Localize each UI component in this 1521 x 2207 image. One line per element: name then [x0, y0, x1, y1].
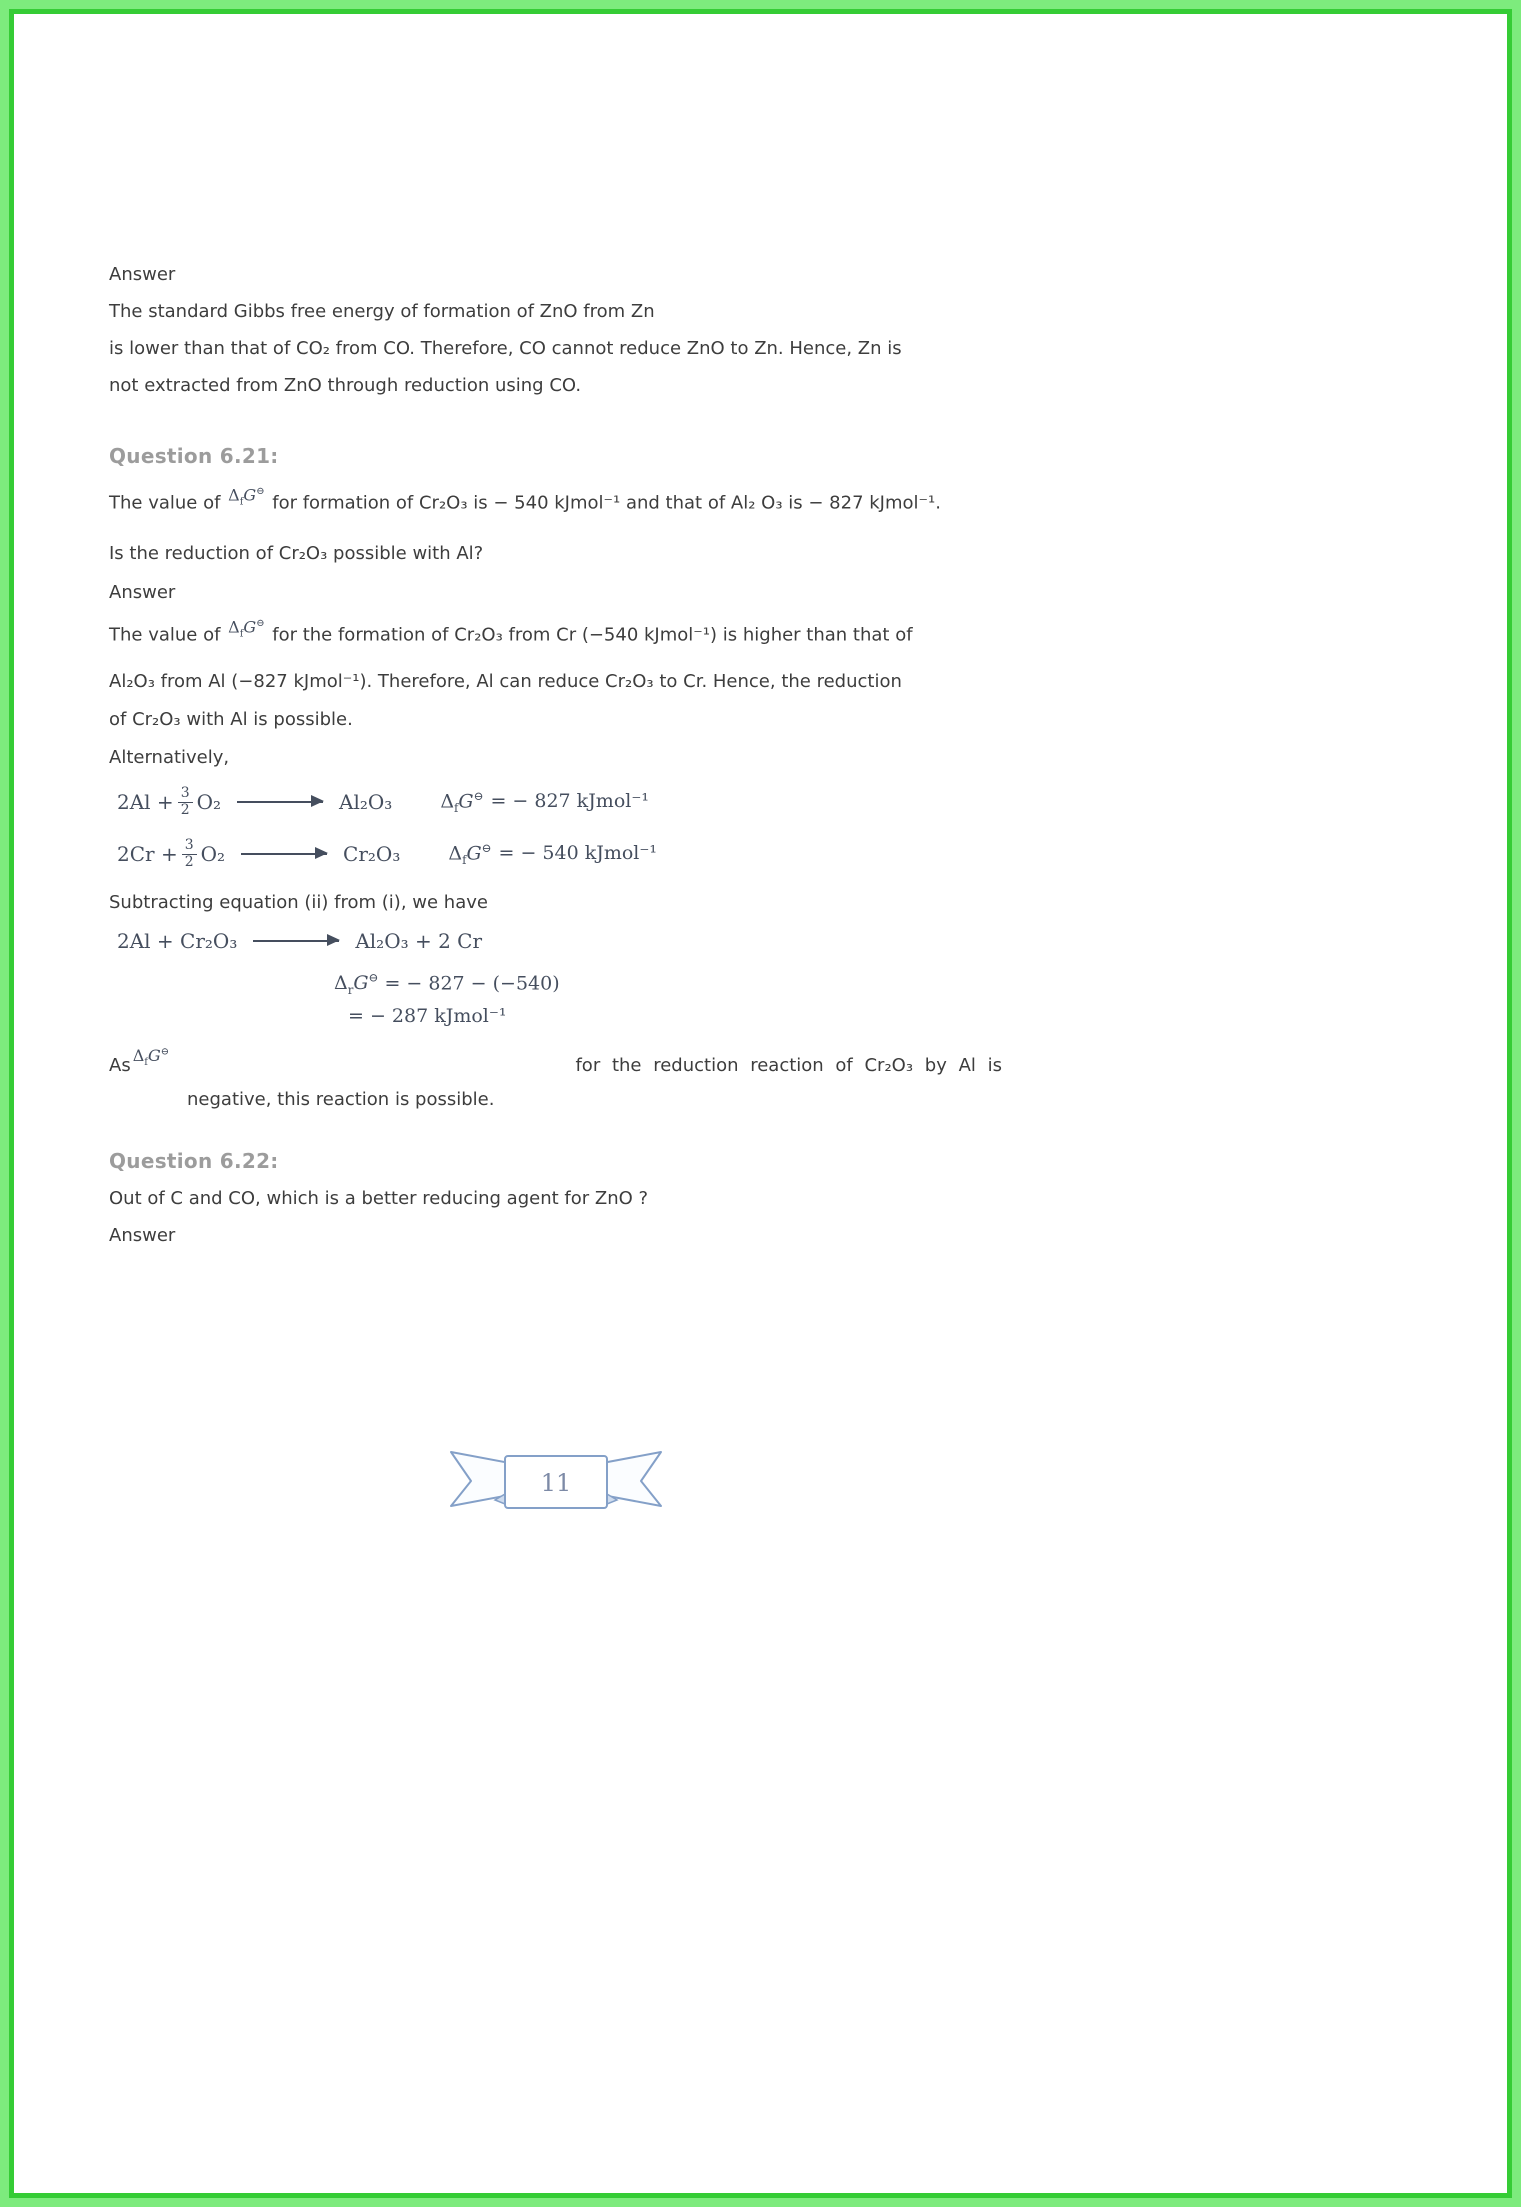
- statement-text: for formation of Cr₂O₃ is − 540 kJmol⁻¹ and that of Al₂ O₃ is − 827 kJmol⁻¹.: [272, 492, 941, 514]
- result-line: [334, 965, 1002, 1003]
- delta-f-g-symbol: $\Delta_fG^⊖$: [448, 840, 492, 868]
- question-statement: [109, 477, 1002, 534]
- alternatively-label: Alternatively,: [109, 747, 230, 769]
- conclusion-as: As: [109, 1054, 131, 1076]
- energy-equation: = − 540 kJmol⁻¹: [498, 842, 658, 865]
- page-number-ribbon: [109, 1440, 1002, 1524]
- equation-combined: [117, 921, 1002, 961]
- paragraph-line: not extracted from ZnO through reduction using CO.: [109, 375, 582, 396]
- delta-f-g-symbol: $\Delta_fG^⊖$: [228, 485, 265, 508]
- answer-label: Answer: [109, 1225, 176, 1247]
- equation-rhs: Al₂O₃: [339, 790, 393, 815]
- page-number: 11: [540, 1469, 571, 1498]
- delta-f-g-symbol: $\Delta_fG^⊖$: [228, 616, 265, 640]
- statement-text: The value of: [109, 492, 221, 514]
- delta-r-g-symbol: $\Delta_rG^⊖$: [334, 971, 379, 998]
- delta-f-g-symbol: $\Delta_fG^⊖$: [132, 1046, 170, 1069]
- answer-label: Answer: [109, 581, 176, 603]
- gibbs-energy-result: [334, 965, 1002, 1029]
- answer-text: The value of: [109, 623, 221, 645]
- result-line: = − 287 kJmol⁻¹: [348, 1005, 507, 1028]
- equation-o2: O₂: [200, 842, 226, 867]
- equation-lhs: 2Al +: [117, 790, 174, 815]
- answer-paragraph-line: of Cr₂O₃ with Al is possible.: [109, 709, 353, 731]
- reaction-arrow-icon: [237, 801, 323, 803]
- question-heading-6-21: Question 6.21:: [109, 444, 279, 468]
- page-content: [14, 14, 1002, 1524]
- equation-ii: [117, 828, 1002, 880]
- reaction-arrow-icon: [253, 940, 339, 942]
- equation-rhs: Cr₂O₃: [343, 842, 401, 867]
- conclusion-line2: negative, this reaction is possible.: [187, 1089, 495, 1111]
- question-text: Out of C and CO, which is a better reducing agent for ZnO ?: [109, 1188, 649, 1210]
- fraction-three-halves: $\frac{3}{2}$: [178, 786, 193, 818]
- question-heading-6-22: Question 6.22:: [109, 1149, 279, 1174]
- equation-lhs: 2Al + Cr₂O₃: [117, 929, 238, 954]
- document-page: [9, 9, 1512, 2198]
- equation-i: [117, 776, 1002, 828]
- result-text: = − 827 − (−540): [384, 972, 560, 995]
- answer-text: for the formation of Cr₂O₃ from Cr (−540 kJmol⁻¹) is higher than that of: [272, 623, 913, 645]
- conclusion-text: for the reduction reaction of Cr₂O₃ by Al is: [575, 1054, 1002, 1076]
- delta-f-g-symbol: $\Delta_fG^⊖$: [440, 788, 484, 816]
- equation-rhs: Al₂O₃ + 2 Cr: [355, 929, 483, 954]
- equation-lhs: 2Cr +: [117, 842, 178, 867]
- answer-paragraph-line: Al₂O₃ from Al (−827 kJmol⁻¹). Therefore, Al can reduce Cr₂O₃ to Cr. Hence, the reduction: [109, 671, 902, 693]
- fraction-three-halves: $\frac{3}{2}$: [182, 838, 197, 870]
- answer-paragraph-line: [109, 611, 1002, 664]
- question-statement-line2: Is the reduction of Cr₂O₃ possible with Al?: [109, 542, 484, 564]
- gibbs-energy-value: [440, 789, 649, 815]
- conclusion-line: [109, 1045, 1002, 1085]
- reaction-arrow-icon: [241, 853, 327, 855]
- paragraph-line: The standard Gibbs free energy of formation of ZnO from Zn: [109, 301, 655, 322]
- answer-label: Answer: [109, 264, 176, 285]
- ribbon-banner-icon: [441, 1440, 671, 1524]
- energy-equation: = − 827 kJmol⁻¹: [490, 790, 649, 813]
- paragraph-line: is lower than that of CO₂ from CO. Therefore, CO cannot reduce ZnO to Zn. Hence, Zn is: [109, 338, 902, 359]
- gibbs-energy-value: [448, 841, 657, 867]
- subtracting-note: Subtracting equation (ii) from (i), we have: [109, 892, 488, 914]
- equation-o2: O₂: [196, 790, 222, 815]
